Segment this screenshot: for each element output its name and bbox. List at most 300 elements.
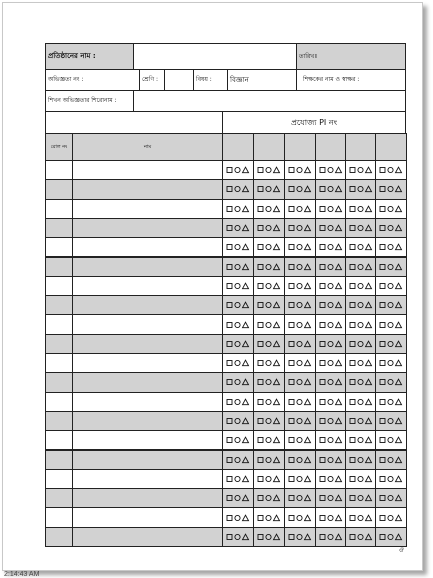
triangle-icon — [305, 360, 311, 366]
square-icon — [258, 341, 263, 346]
rating-shapes-icon[interactable] — [288, 243, 312, 251]
circle-icon — [266, 418, 271, 423]
rating-shapes-icon[interactable] — [288, 282, 312, 290]
pi-rating-cell — [315, 276, 346, 296]
triangle-icon — [305, 476, 311, 482]
square-icon — [380, 283, 385, 288]
circle-icon — [388, 496, 393, 501]
rating-shapes-icon[interactable] — [257, 301, 281, 309]
triangle-icon — [243, 302, 249, 308]
roll-cell — [45, 199, 73, 219]
square-icon — [380, 515, 385, 520]
rating-shapes-icon[interactable] — [319, 456, 343, 464]
circle-icon — [357, 168, 362, 173]
pi-rating-cell — [222, 237, 254, 257]
rating-shapes-icon[interactable] — [379, 475, 403, 483]
triangle-icon — [274, 225, 280, 231]
rating-shapes-icon[interactable] — [319, 514, 343, 522]
circle-icon — [327, 303, 332, 308]
rating-shapes-icon[interactable] — [319, 263, 343, 271]
rating-shapes-icon[interactable] — [257, 359, 281, 367]
square-icon — [350, 361, 355, 366]
circle-icon — [235, 534, 240, 539]
name-cell — [72, 276, 223, 296]
rating-shapes-icon[interactable] — [349, 533, 373, 541]
pi-rating-cell — [375, 314, 407, 334]
rating-shapes-icon[interactable] — [379, 398, 403, 406]
roll-cell — [45, 179, 73, 199]
rating-shapes-icon[interactable] — [288, 340, 312, 348]
circle-icon — [235, 245, 240, 250]
pi-rating-cell — [222, 527, 254, 547]
rating-shapes-icon[interactable] — [319, 436, 343, 444]
circle-icon — [266, 515, 271, 520]
pi-rating-cell — [253, 488, 285, 508]
triangle-icon — [274, 476, 280, 482]
rating-shapes-icon[interactable] — [257, 166, 281, 174]
circle-icon — [266, 496, 271, 501]
rating-shapes-icon[interactable] — [288, 301, 312, 309]
triangle-icon — [274, 341, 280, 347]
circle-icon — [388, 206, 393, 211]
pi-rating-cell — [315, 314, 346, 334]
square-icon — [350, 419, 355, 424]
pi-rating-cell — [315, 392, 346, 412]
roll-cell — [45, 160, 73, 180]
square-icon — [380, 496, 385, 501]
triangle-icon — [365, 495, 371, 501]
triangle-icon — [396, 302, 402, 308]
rating-shapes-icon[interactable] — [226, 494, 250, 502]
square-icon — [320, 226, 325, 231]
rating-shapes-icon[interactable] — [349, 205, 373, 213]
square-icon — [258, 187, 263, 192]
rating-shapes-icon[interactable] — [349, 185, 373, 193]
circle-icon — [235, 225, 240, 230]
rating-shapes-icon[interactable] — [379, 301, 403, 309]
rating-shapes-icon[interactable] — [349, 436, 373, 444]
square-icon — [320, 438, 325, 443]
pi-rating-cell — [315, 160, 346, 180]
pi-rating-cell — [284, 314, 316, 334]
rating-shapes-icon[interactable] — [257, 378, 281, 386]
circle-icon — [388, 515, 393, 520]
rating-shapes-icon[interactable] — [288, 533, 312, 541]
pi-rating-cell — [222, 372, 254, 392]
circle-icon — [235, 168, 240, 173]
rating-shapes-icon[interactable] — [288, 456, 312, 464]
pi-rating-cell — [284, 450, 316, 470]
square-icon — [289, 283, 294, 288]
roll-cell — [45, 295, 73, 315]
rating-shapes-icon[interactable] — [319, 378, 343, 386]
square-icon — [258, 168, 263, 173]
rating-shapes-icon[interactable] — [379, 205, 403, 213]
square-icon — [350, 476, 355, 481]
triangle-icon — [305, 457, 311, 463]
circle-icon — [235, 341, 240, 346]
triangle-icon — [335, 438, 341, 444]
rating-shapes-icon[interactable] — [257, 243, 281, 251]
rating-shapes-icon[interactable] — [379, 185, 403, 193]
circle-icon — [357, 341, 362, 346]
rating-shapes-icon[interactable] — [288, 359, 312, 367]
pi-rating-cell — [253, 179, 285, 199]
rating-shapes-icon[interactable] — [257, 263, 281, 271]
rating-shapes-icon[interactable] — [257, 456, 281, 464]
rating-shapes-icon[interactable] — [349, 263, 373, 271]
square-icon — [289, 264, 294, 269]
square-icon — [227, 341, 232, 346]
pi-rating-cell — [345, 469, 376, 489]
square-icon — [227, 419, 232, 424]
rating-shapes-icon[interactable] — [379, 378, 403, 386]
rating-shapes-icon[interactable] — [379, 494, 403, 502]
square-icon — [380, 438, 385, 443]
name-cell — [72, 353, 223, 373]
circle-icon — [388, 534, 393, 539]
pi-rating-cell — [345, 527, 376, 547]
rating-shapes-icon[interactable] — [319, 185, 343, 193]
rating-shapes-icon[interactable] — [288, 224, 312, 232]
triangle-icon — [396, 380, 402, 386]
rating-shapes-icon[interactable] — [379, 533, 403, 541]
pi-rating-cell — [284, 295, 316, 315]
rating-shapes-icon[interactable] — [319, 301, 343, 309]
circle-icon — [388, 438, 393, 443]
square-icon — [320, 476, 325, 481]
square-icon — [258, 496, 263, 501]
pi-rating-cell — [375, 411, 407, 431]
circle-icon — [327, 361, 332, 366]
triangle-icon — [396, 341, 402, 347]
circle-icon — [266, 438, 271, 443]
rating-shapes-icon[interactable] — [349, 166, 373, 174]
rating-shapes-icon[interactable] — [226, 398, 250, 406]
rating-shapes-icon[interactable] — [379, 436, 403, 444]
pi-rating-cell — [345, 179, 376, 199]
name-cell — [72, 430, 223, 450]
rating-shapes-icon[interactable] — [288, 205, 312, 213]
square-icon — [320, 380, 325, 385]
rating-shapes-icon[interactable] — [226, 282, 250, 290]
circle-icon — [297, 399, 302, 404]
square-icon — [380, 168, 385, 173]
rating-shapes-icon[interactable] — [226, 475, 250, 483]
triangle-icon — [305, 399, 311, 405]
rating-shapes-icon[interactable] — [288, 436, 312, 444]
triangle-icon — [243, 322, 249, 328]
pi-rating-cell — [315, 430, 346, 450]
triangle-icon — [305, 322, 311, 328]
pi-rating-cell — [315, 199, 346, 219]
rating-shapes-icon[interactable] — [319, 398, 343, 406]
rating-shapes-icon[interactable] — [319, 417, 343, 425]
rating-shapes-icon[interactable] — [379, 263, 403, 271]
rating-shapes-icon[interactable] — [379, 417, 403, 425]
pi-rating-cell — [345, 353, 376, 373]
rating-shapes-icon[interactable] — [288, 166, 312, 174]
triangle-icon — [274, 360, 280, 366]
rating-shapes-icon[interactable] — [349, 456, 373, 464]
square-icon — [320, 457, 325, 462]
rating-shapes-icon[interactable] — [226, 205, 250, 213]
pi-rating-cell — [253, 392, 285, 412]
rating-shapes-icon[interactable] — [288, 417, 312, 425]
rating-shapes-icon[interactable] — [226, 456, 250, 464]
circle-icon — [266, 322, 271, 327]
triangle-icon — [365, 322, 371, 328]
pi-rating-cell — [345, 218, 376, 238]
rating-shapes-icon[interactable] — [288, 494, 312, 502]
rating-shapes-icon[interactable] — [319, 494, 343, 502]
square-icon — [227, 245, 232, 250]
rating-shapes-icon[interactable] — [288, 185, 312, 193]
rating-shapes-icon[interactable] — [319, 340, 343, 348]
square-icon — [320, 399, 325, 404]
roll-cell — [45, 353, 73, 373]
square-icon — [320, 303, 325, 308]
rating-shapes-icon[interactable] — [349, 321, 373, 329]
triangle-icon — [243, 476, 249, 482]
circle-icon — [357, 476, 362, 481]
rating-shapes-icon[interactable] — [257, 224, 281, 232]
rating-shapes-icon[interactable] — [257, 475, 281, 483]
rating-shapes-icon[interactable] — [257, 436, 281, 444]
rating-shapes-icon[interactable] — [379, 340, 403, 348]
triangle-icon — [274, 264, 280, 270]
rating-shapes-icon[interactable] — [319, 224, 343, 232]
pi-rating-cell — [284, 469, 316, 489]
rating-shapes-icon[interactable] — [257, 514, 281, 522]
rating-shapes-icon[interactable] — [288, 398, 312, 406]
square-icon — [227, 264, 232, 269]
learning-title-label: শিখন অভিজ্ঞতার শিরোনাম : — [45, 90, 134, 112]
rating-shapes-icon[interactable] — [226, 436, 250, 444]
triangle-icon — [274, 399, 280, 405]
square-icon — [258, 206, 263, 211]
square-icon — [227, 303, 232, 308]
rating-shapes-icon[interactable] — [226, 224, 250, 232]
square-icon — [320, 515, 325, 520]
square-icon — [289, 476, 294, 481]
square-icon — [258, 283, 263, 288]
triangle-icon — [274, 457, 280, 463]
rating-shapes-icon[interactable] — [379, 243, 403, 251]
circle-icon — [327, 438, 332, 443]
rating-shapes-icon[interactable] — [288, 475, 312, 483]
rating-shapes-icon[interactable] — [349, 475, 373, 483]
pi-rating-cell — [253, 334, 285, 354]
teacher-name-field: শিক্ষকের নাম ও স্বাক্ষর : — [296, 69, 406, 91]
triangle-icon — [335, 399, 341, 405]
rating-shapes-icon[interactable] — [349, 340, 373, 348]
rating-shapes-icon[interactable] — [349, 398, 373, 406]
rating-shapes-icon[interactable] — [349, 224, 373, 232]
square-icon — [350, 206, 355, 211]
rating-shapes-icon[interactable] — [257, 417, 281, 425]
circle-icon — [357, 303, 362, 308]
pi-rating-cell — [284, 527, 316, 547]
triangle-icon — [243, 380, 249, 386]
rating-shapes-icon[interactable] — [226, 514, 250, 522]
roll-cell — [45, 507, 73, 527]
square-icon — [380, 476, 385, 481]
rating-shapes-icon[interactable] — [379, 321, 403, 329]
rating-shapes-icon[interactable] — [288, 378, 312, 386]
square-icon — [227, 515, 232, 520]
pi-rating-cell — [375, 334, 407, 354]
square-icon — [350, 496, 355, 501]
name-cell — [72, 392, 223, 412]
rating-shapes-icon[interactable] — [226, 243, 250, 251]
rating-shapes-icon[interactable] — [349, 301, 373, 309]
square-icon — [227, 187, 232, 192]
name-cell — [72, 179, 223, 199]
pi-rating-cell — [375, 257, 407, 277]
pi-rating-cell — [253, 218, 285, 238]
rating-shapes-icon[interactable] — [226, 301, 250, 309]
rating-shapes-icon[interactable] — [288, 263, 312, 271]
circle-icon — [327, 206, 332, 211]
pi-rating-cell — [253, 199, 285, 219]
rating-shapes-icon[interactable] — [349, 359, 373, 367]
square-icon — [289, 399, 294, 404]
circle-icon — [266, 206, 271, 211]
rating-shapes-icon[interactable] — [319, 282, 343, 290]
pi-rating-cell — [253, 372, 285, 392]
roll-cell — [45, 392, 73, 412]
rating-shapes-icon[interactable] — [379, 166, 403, 174]
triangle-icon — [396, 264, 402, 270]
name-cell — [72, 257, 223, 277]
rating-shapes-icon[interactable] — [349, 417, 373, 425]
rating-shapes-icon[interactable] — [319, 166, 343, 174]
pi-rating-cell — [284, 334, 316, 354]
rating-shapes-icon[interactable] — [226, 166, 250, 174]
pi-rating-cell — [222, 411, 254, 431]
pi-rating-cell — [222, 392, 254, 412]
rating-shapes-icon[interactable] — [226, 533, 250, 541]
rating-shapes-icon[interactable] — [379, 359, 403, 367]
circle-icon — [235, 322, 240, 327]
rating-shapes-icon[interactable] — [349, 494, 373, 502]
circle-icon — [388, 225, 393, 230]
rating-shapes-icon[interactable] — [379, 224, 403, 232]
rating-shapes-icon[interactable] — [319, 243, 343, 251]
roll-cell — [45, 469, 73, 489]
pi-rating-cell — [253, 469, 285, 489]
triangle-icon — [396, 399, 402, 405]
rating-shapes-icon[interactable] — [319, 205, 343, 213]
rating-shapes-icon[interactable] — [319, 359, 343, 367]
pi-rating-cell — [253, 507, 285, 527]
rating-shapes-icon[interactable] — [257, 282, 281, 290]
circle-icon — [235, 380, 240, 385]
rating-shapes-icon[interactable] — [379, 282, 403, 290]
square-icon — [258, 419, 263, 424]
circle-icon — [266, 303, 271, 308]
pi-rating-cell — [345, 450, 376, 470]
rating-shapes-icon[interactable] — [349, 514, 373, 522]
rating-shapes-icon[interactable] — [349, 378, 373, 386]
rating-shapes-icon[interactable] — [257, 398, 281, 406]
rating-shapes-icon[interactable] — [349, 243, 373, 251]
square-icon — [350, 457, 355, 462]
name-cell — [72, 411, 223, 431]
rating-shapes-icon[interactable] — [226, 321, 250, 329]
triangle-icon — [335, 515, 341, 521]
rating-shapes-icon[interactable] — [257, 340, 281, 348]
pi-rating-cell — [222, 199, 254, 219]
square-icon — [227, 380, 232, 385]
pi-rating-cell — [375, 469, 407, 489]
circle-icon — [327, 534, 332, 539]
rating-shapes-icon[interactable] — [226, 263, 250, 271]
pi-rating-cell — [253, 527, 285, 547]
rating-shapes-icon[interactable] — [379, 514, 403, 522]
rating-shapes-icon[interactable] — [288, 514, 312, 522]
circle-icon — [327, 187, 332, 192]
rating-shapes-icon[interactable] — [379, 456, 403, 464]
rating-shapes-icon[interactable] — [319, 475, 343, 483]
circle-icon — [297, 476, 302, 481]
square-icon — [380, 419, 385, 424]
rating-shapes-icon[interactable] — [226, 359, 250, 367]
rating-shapes-icon[interactable] — [288, 321, 312, 329]
rating-shapes-icon[interactable] — [319, 533, 343, 541]
rating-shapes-icon[interactable] — [226, 185, 250, 193]
rating-shapes-icon[interactable] — [319, 321, 343, 329]
triangle-icon — [365, 360, 371, 366]
triangle-icon — [274, 495, 280, 501]
square-icon — [320, 322, 325, 327]
triangle-icon — [305, 225, 311, 231]
rating-shapes-icon[interactable] — [257, 533, 281, 541]
pi-rating-cell — [345, 160, 376, 180]
circle-icon — [388, 303, 393, 308]
pi-rating-cell — [345, 257, 376, 277]
circle-icon — [297, 322, 302, 327]
rating-shapes-icon[interactable] — [349, 282, 373, 290]
rating-shapes-icon[interactable] — [257, 185, 281, 193]
rating-shapes-icon[interactable] — [226, 417, 250, 425]
circle-icon — [235, 283, 240, 288]
rating-shapes-icon[interactable] — [257, 205, 281, 213]
pi-rating-cell — [375, 507, 407, 527]
pi-rating-cell — [222, 450, 254, 470]
square-icon — [350, 438, 355, 443]
rating-shapes-icon[interactable] — [226, 378, 250, 386]
triangle-icon — [305, 534, 311, 540]
square-icon — [258, 457, 263, 462]
circle-icon — [357, 496, 362, 501]
rating-shapes-icon[interactable] — [257, 494, 281, 502]
triangle-icon — [365, 341, 371, 347]
square-icon — [227, 206, 232, 211]
square-icon — [350, 399, 355, 404]
square-icon — [320, 534, 325, 539]
square-icon — [289, 226, 294, 231]
square-icon — [289, 168, 294, 173]
name-cell — [72, 372, 223, 392]
rating-shapes-icon[interactable] — [257, 321, 281, 329]
circle-icon — [297, 206, 302, 211]
triangle-icon — [243, 187, 249, 193]
circle-icon — [327, 380, 332, 385]
square-icon — [380, 303, 385, 308]
rating-shapes-icon[interactable] — [226, 340, 250, 348]
